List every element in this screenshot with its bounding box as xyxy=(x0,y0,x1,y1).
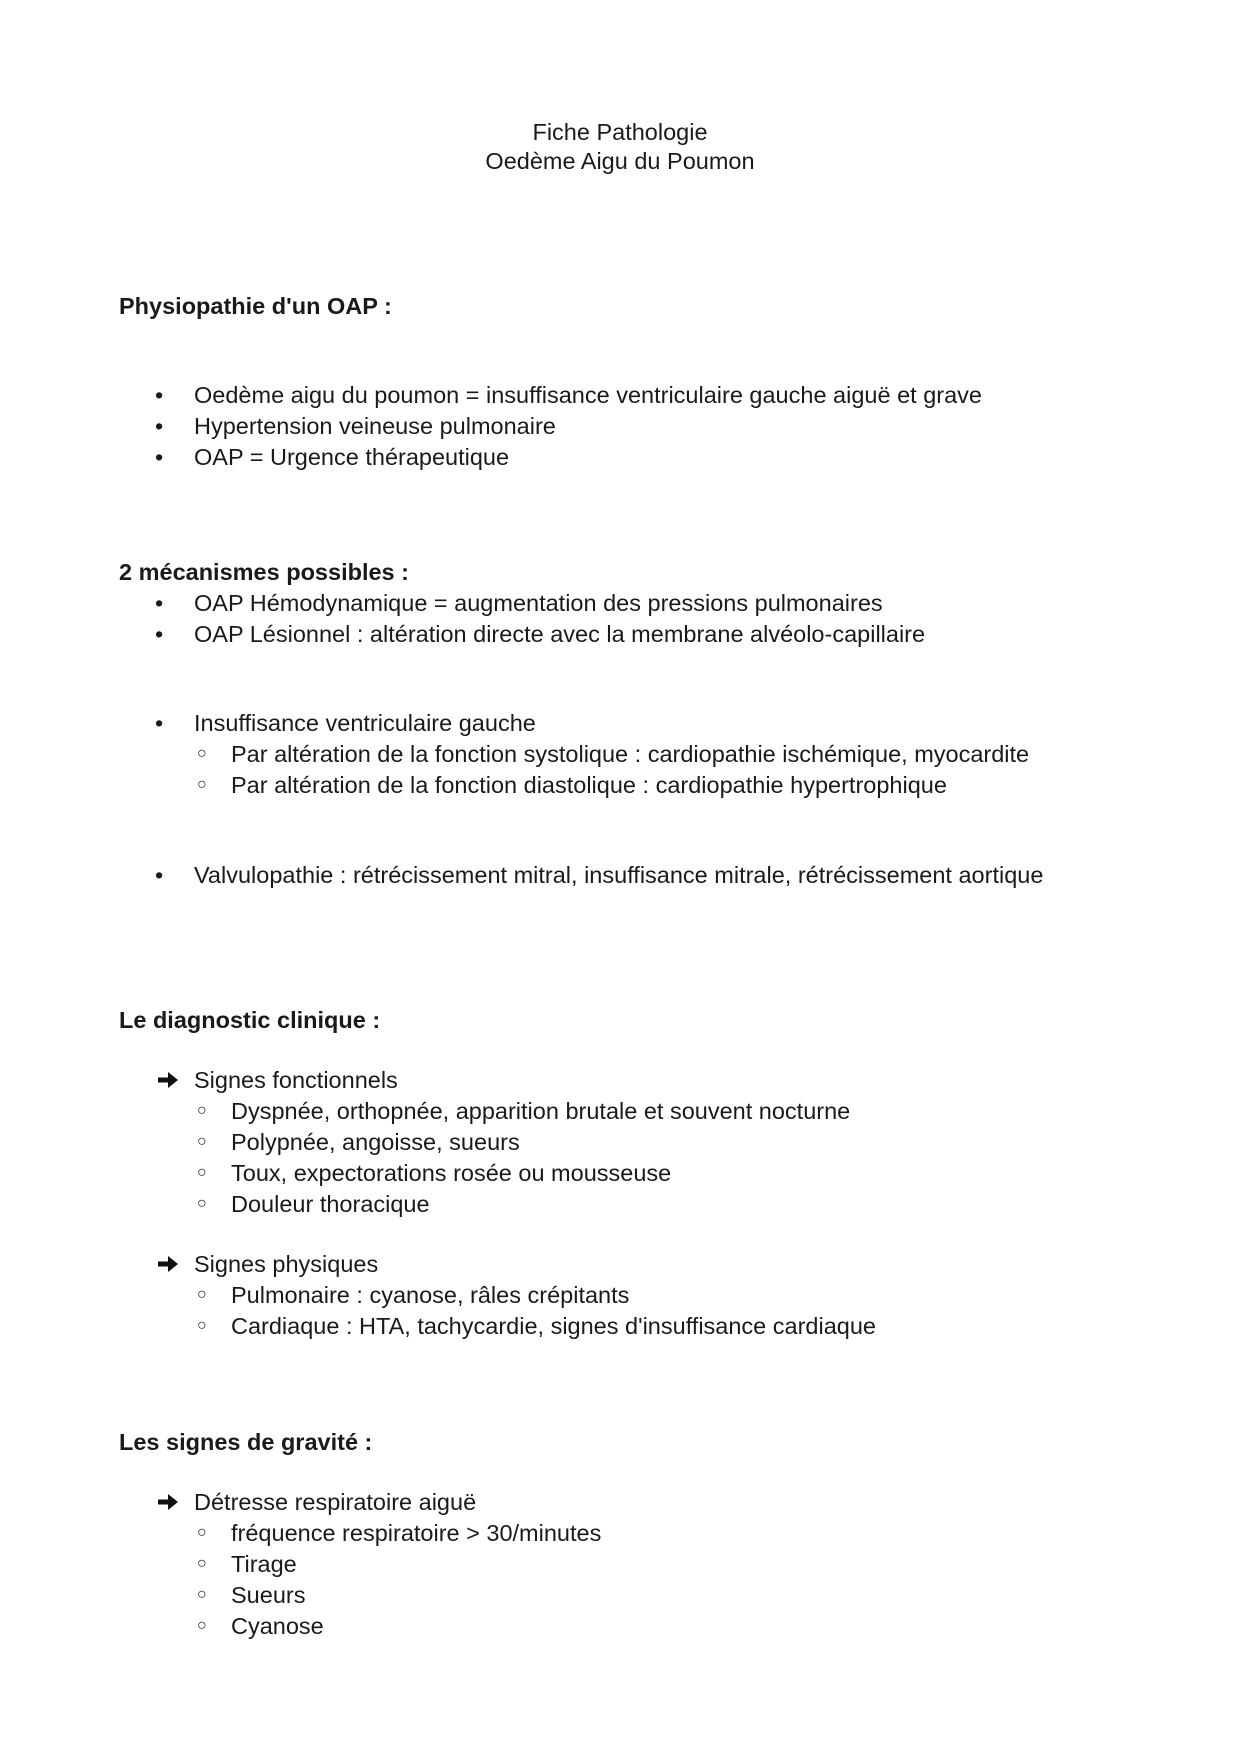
list-item: Détresse respiratoire aiguë xyxy=(194,1489,477,1515)
circle-bullet-icon: ○ xyxy=(197,1286,207,1303)
sub-list-item: fréquence respiratoire > 30/minutes xyxy=(231,1520,602,1546)
bullet-icon: • xyxy=(155,382,164,408)
sub-list-item: Pulmonaire : cyanose, râles crépitants xyxy=(231,1282,630,1308)
list-item: Signes fonctionnels xyxy=(194,1067,398,1093)
sub-list-item: Par altération de la fonction systolique : cardiopathie ischémique, myocardite xyxy=(231,741,1030,767)
right-arrow-icon xyxy=(156,1249,180,1274)
page-title: Fiche Pathologie xyxy=(532,119,708,145)
circle-bullet-icon: ○ xyxy=(197,1102,207,1119)
bullet-icon: • xyxy=(155,710,164,736)
bullet-icon: • xyxy=(155,862,164,888)
sub-list-item: Par altération de la fonction diastolique : cardiopathie hypertrophique xyxy=(231,772,947,798)
circle-bullet-icon: ○ xyxy=(197,745,207,762)
sub-list-item: Cyanose xyxy=(231,1613,324,1639)
list-item: Hypertension veineuse pulmonaire xyxy=(194,413,556,439)
list-item: Oedème aigu du poumon = insuffisance ventriculaire gauche aiguë et grave xyxy=(194,382,982,408)
circle-bullet-icon: ○ xyxy=(197,1555,207,1572)
list-item: OAP Lésionnel : altération directe avec la membrane alvéolo-capillaire xyxy=(194,621,926,647)
list-item: Valvulopathie : rétrécissement mitral, insuffisance mitrale, rétrécissement aortique xyxy=(194,862,1044,888)
list-item: Insuffisance ventriculaire gauche xyxy=(194,710,536,736)
right-arrow-icon xyxy=(156,1487,180,1512)
circle-bullet-icon: ○ xyxy=(197,1164,207,1181)
page-subtitle: Oedème Aigu du Poumon xyxy=(485,148,755,174)
section-heading-gravite: Les signes de gravité : xyxy=(119,1429,373,1455)
sub-list-item: Dyspnée, orthopnée, apparition brutale et souvent nocturne xyxy=(231,1098,851,1124)
circle-bullet-icon: ○ xyxy=(197,1524,207,1541)
bullet-icon: • xyxy=(155,444,164,470)
section-heading-diagnostic: Le diagnostic clinique : xyxy=(119,1007,381,1033)
bullet-icon: • xyxy=(155,590,164,616)
circle-bullet-icon: ○ xyxy=(197,1317,207,1334)
section-heading-physiopathie: Physiopathie d'un OAP : xyxy=(119,293,392,319)
circle-bullet-icon: ○ xyxy=(197,776,207,793)
section-heading-mecanismes: 2 mécanismes possibles : xyxy=(119,559,409,585)
right-arrow-icon xyxy=(156,1065,180,1090)
circle-bullet-icon: ○ xyxy=(197,1133,207,1150)
sub-list-item: Cardiaque : HTA, tachycardie, signes d'insuffisance cardiaque xyxy=(231,1313,876,1339)
list-item: OAP = Urgence thérapeutique xyxy=(194,444,510,470)
sub-list-item: Toux, expectorations rosée ou mousseuse xyxy=(231,1160,672,1186)
bullet-icon: • xyxy=(155,621,164,647)
sub-list-item: Tirage xyxy=(231,1551,297,1577)
circle-bullet-icon: ○ xyxy=(197,1195,207,1212)
circle-bullet-icon: ○ xyxy=(197,1617,207,1634)
sub-list-item: Polypnée, angoisse, sueurs xyxy=(231,1129,520,1155)
circle-bullet-icon: ○ xyxy=(197,1586,207,1603)
list-item: OAP Hémodynamique = augmentation des pressions pulmonaires xyxy=(194,590,883,616)
bullet-icon: • xyxy=(155,413,164,439)
list-item: Signes physiques xyxy=(194,1251,379,1277)
sub-list-item: Sueurs xyxy=(231,1582,306,1608)
sub-list-item: Douleur thoracique xyxy=(231,1191,430,1217)
